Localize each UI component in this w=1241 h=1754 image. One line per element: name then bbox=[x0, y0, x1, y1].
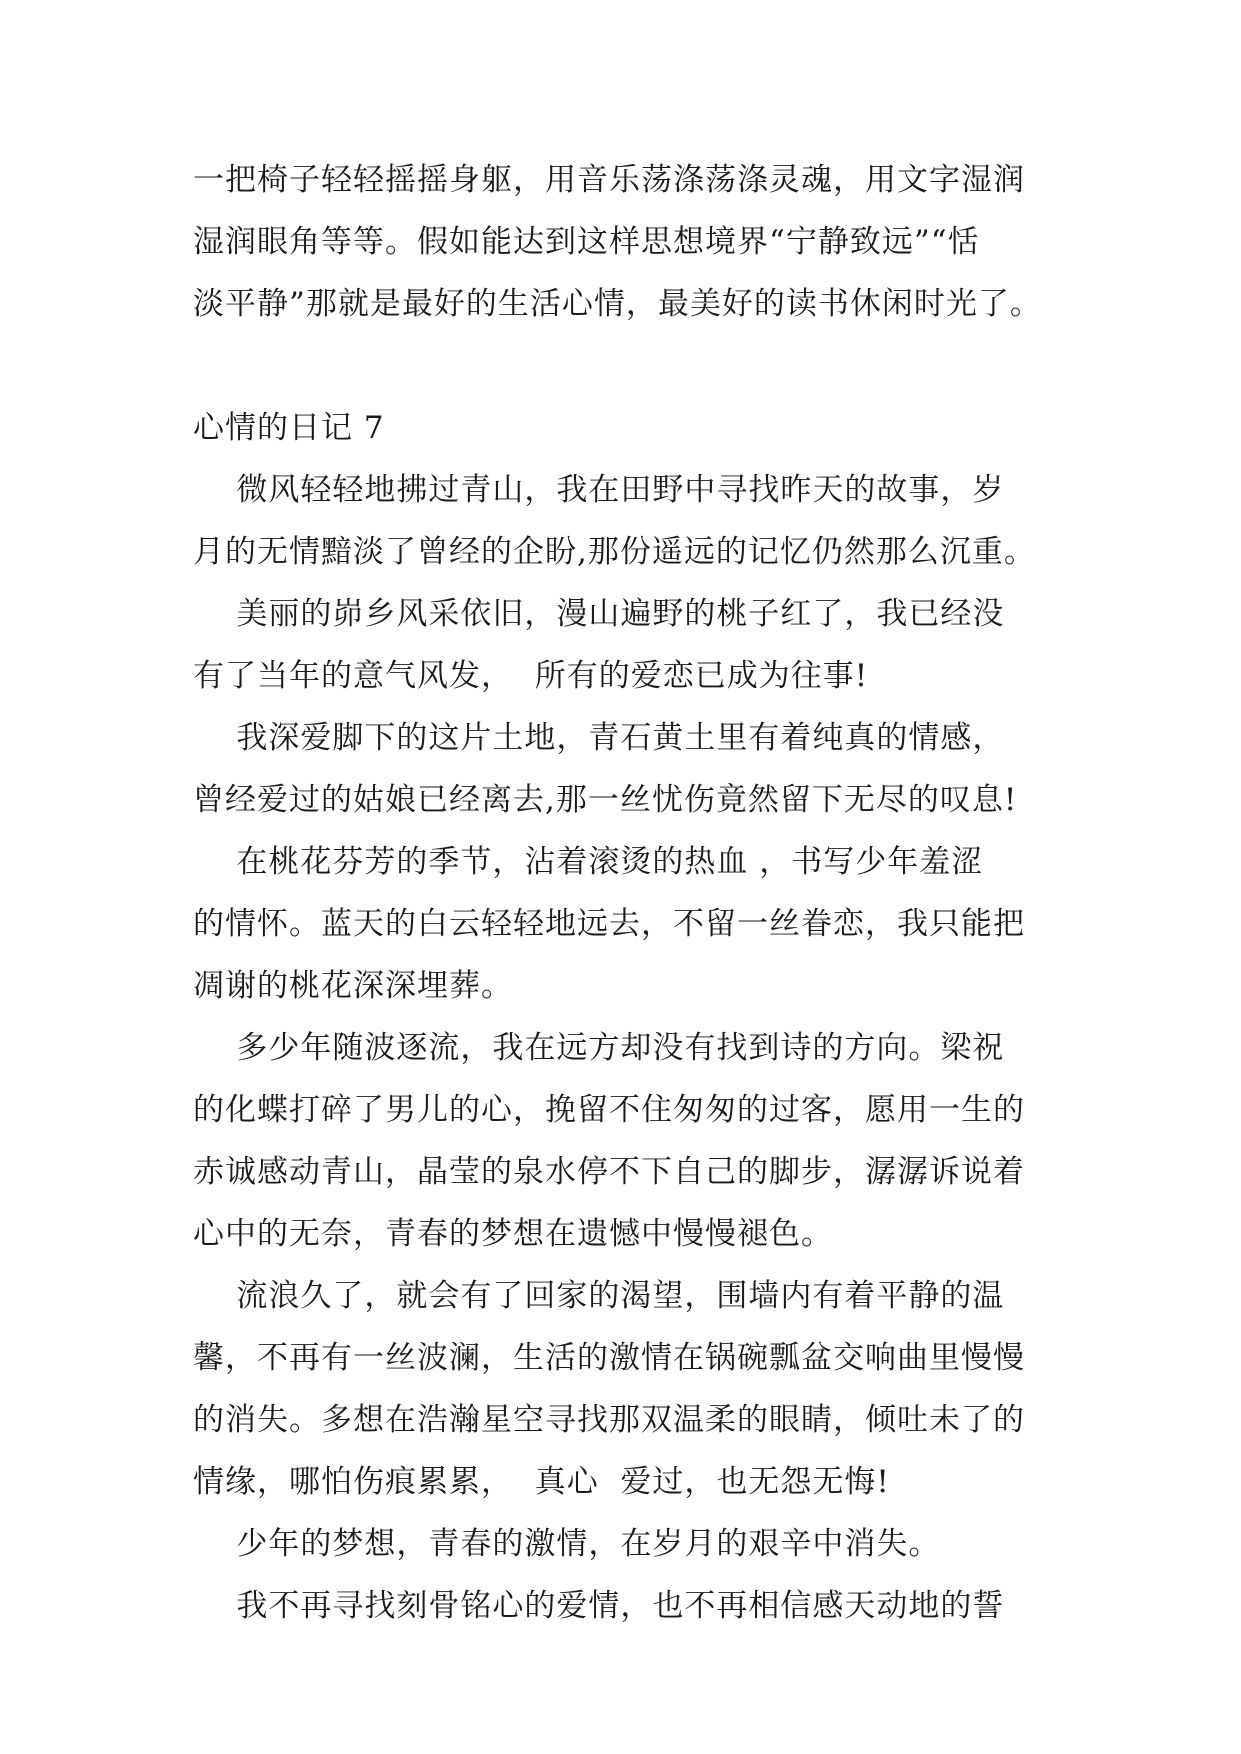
paragraph-line: 在桃花芬芳的季节，沾着滚烫的热血 ，书写少年羞涩 bbox=[193, 844, 984, 880]
paragraph-line: 流浪久了，就会有了回家的渴望，围墙内有着平静的温 bbox=[193, 1278, 1005, 1314]
paragraph-line: 月的无情黯淡了曾经的企盼,那份遥远的记忆仍然那么沉重。 bbox=[193, 534, 1036, 570]
paragraph-line: 的化蝶打碎了男儿的心，挽留不住匆匆的过客，愿用一生的 bbox=[193, 1092, 1025, 1128]
paragraph-line: 曾经爱过的姑娘已经离去,那一丝忧伤竟然留下无尽的叹息! bbox=[193, 782, 1018, 818]
paragraph-line: 少年的梦想，青春的激情，在岁月的艰辛中消失。 bbox=[193, 1526, 941, 1562]
paragraph-line: 赤诚感动青山，晶莹的泉水停不下自己的脚步，潺潺诉说着 bbox=[193, 1154, 1025, 1190]
paragraph-line: 的消失。多想在浩瀚星空寻找那双温柔的眼睛，倾吐未了的 bbox=[193, 1402, 1025, 1438]
paragraph-line: 微风轻轻地拂过青山，我在田野中寻找昨天的故事，岁 bbox=[193, 472, 1005, 508]
paragraph-line: 心中的无奈，青春的梦想在遗憾中慢慢褪色。 bbox=[193, 1216, 833, 1252]
section-title: 心情的日记 7 bbox=[193, 410, 385, 446]
paragraph-line: 馨，不再有一丝波澜，生活的激情在锅碗瓢盆交响曲里慢慢 bbox=[193, 1340, 1025, 1376]
paragraph-line: 我深爱脚下的这片土地，青石黄土里有着纯真的情感， bbox=[193, 720, 1005, 756]
paragraph-line: 有了当年的意气风发， 所有的爱恋已成为往事! bbox=[193, 658, 869, 694]
intro-line: 一把椅子轻轻摇摇身躯，用音乐荡涤荡涤灵魂，用文字湿润 bbox=[193, 162, 1025, 198]
paragraph-line: 多少年随波逐流，我在远方却没有找到诗的方向。梁祝 bbox=[193, 1030, 1005, 1066]
paragraph-line: 凋谢的桃花深深埋葬。 bbox=[193, 968, 513, 1004]
intro-line: 湿润眼角等等。假如能达到这样思想境界“宁静致远”“恬 bbox=[193, 224, 980, 260]
paragraph-line: 美丽的峁乡风采依旧，漫山遍野的桃子红了，我已经没 bbox=[193, 596, 1005, 632]
paragraph-line: 我不再寻找刻骨铭心的爱情，也不再相信感天动地的誓 bbox=[193, 1588, 1005, 1624]
intro-line: 淡平静”那就是最好的生活心情，最美好的读书休闲时光了。 bbox=[193, 286, 1042, 322]
paragraph-line: 的情怀。蓝天的白云轻轻地远去，不留一丝眷恋，我只能把 bbox=[193, 906, 1025, 942]
paragraph-line: 情缘，哪怕伤痕累累， 真心 爱过，也无怨无悔! bbox=[193, 1464, 890, 1500]
